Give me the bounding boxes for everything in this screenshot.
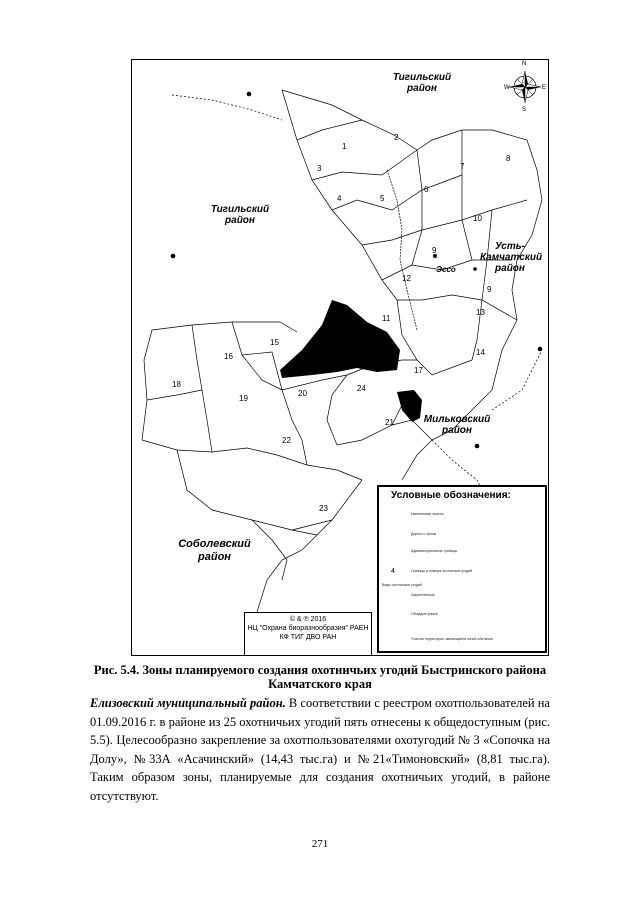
- region-label-ust-kamchatsky: Усть- Камчатский район: [480, 241, 543, 274]
- region-label-tigil-left: Тигильский район: [210, 204, 270, 226]
- map-credit: [244, 612, 372, 656]
- body-paragraph: [90, 694, 550, 805]
- legend-item: Общедоступные: [411, 612, 438, 616]
- zone-number: 15: [270, 338, 279, 347]
- zone-number: 9: [487, 285, 492, 294]
- legend-item: Дороги и тропы: [411, 532, 437, 536]
- zone-number: 13: [476, 308, 485, 317]
- zone-number: 22: [282, 436, 291, 445]
- zone-number: 8: [506, 154, 511, 163]
- legend-item: Населенные пункты: [411, 512, 444, 516]
- region-label-tigil-top: Тигильский район: [392, 72, 452, 94]
- zone-number: 4: [337, 194, 342, 203]
- compass-n: N: [522, 61, 527, 67]
- zone-number: 21: [385, 418, 394, 427]
- paragraph-text: В соответствии с реестром охотпользователей на 01.09.2016 г. в районе из 25 охотничьих угодий пять отнесены к общедоступным (рис. 5.5). Целесообразно закрепление за охотпользователями охотугодий № 3 «Сопочка на Долу», №33А «Асачинский» (14,43 тыс.га) и №21«Тимоновский» (8,81 тыс.га). Таким образом зоны, планируемые для создания охотничьих угодий, в районе отсутствуют.: [90, 696, 550, 803]
- compass-e: E: [542, 85, 547, 91]
- credit-line: НЦ "Охрана биоразнообразия" РАЕН: [247, 625, 369, 632]
- restricted-zone-small: [397, 390, 422, 422]
- region-label-sobolevsky: Соболевский район: [178, 538, 251, 563]
- figure-caption: Рис. 5.4. Зоны планируемого создания охотничьих угодий Быстринского района Камчатского края: [93, 663, 547, 691]
- zone-number: 10: [473, 214, 482, 223]
- zone-number: 12: [402, 274, 411, 283]
- zone-number: 18: [172, 380, 181, 389]
- paragraph-lead: Елизовский муниципальный район.: [90, 696, 286, 710]
- compass-w: W: [504, 85, 510, 91]
- compass-s: S: [522, 107, 527, 113]
- zone-number: 14: [476, 348, 485, 357]
- legend-title: Условные обозначения:: [391, 490, 511, 501]
- zone-number: 16: [224, 352, 233, 361]
- settlement-label-esso: Эссо: [436, 265, 456, 274]
- zone-number: 24: [357, 384, 366, 393]
- zone-number: 20: [298, 389, 307, 398]
- zone-number: 7: [460, 162, 465, 171]
- zone-number: 23: [319, 504, 328, 513]
- credit-line: © & ℗ 2016: [289, 616, 327, 623]
- compass-rose: [509, 71, 541, 103]
- zone-number: 2: [394, 133, 399, 142]
- zone-number: 11: [382, 314, 391, 323]
- zone-number: 5: [380, 194, 385, 203]
- zone-number: 1: [342, 142, 347, 151]
- zone-number: 19: [239, 394, 248, 403]
- legend-item: Закрепленные: [411, 593, 435, 597]
- map-legend: [377, 485, 547, 653]
- legend-sample-number: 4: [391, 568, 395, 575]
- legend-item: Участки территории, являющиеся зоной обитания: [411, 637, 493, 641]
- legend-item: Административные границы: [411, 549, 458, 553]
- legend-item: Виды охотничьих угодий: [382, 583, 422, 587]
- legend-item: Границы и номера охотничьих угодий: [411, 569, 473, 573]
- map-figure: [131, 59, 549, 656]
- region-label-milkovsky: Мильковский район: [423, 414, 491, 436]
- zone-number: 9: [432, 246, 437, 255]
- zone-number: 6: [424, 185, 429, 194]
- page-number: 271: [311, 838, 329, 850]
- zone-number: 17: [414, 366, 423, 375]
- credit-line: КФ ТИГ ДВО РАН: [279, 634, 337, 641]
- restricted-zone-large: [280, 300, 400, 378]
- zone-number: 3: [317, 164, 322, 173]
